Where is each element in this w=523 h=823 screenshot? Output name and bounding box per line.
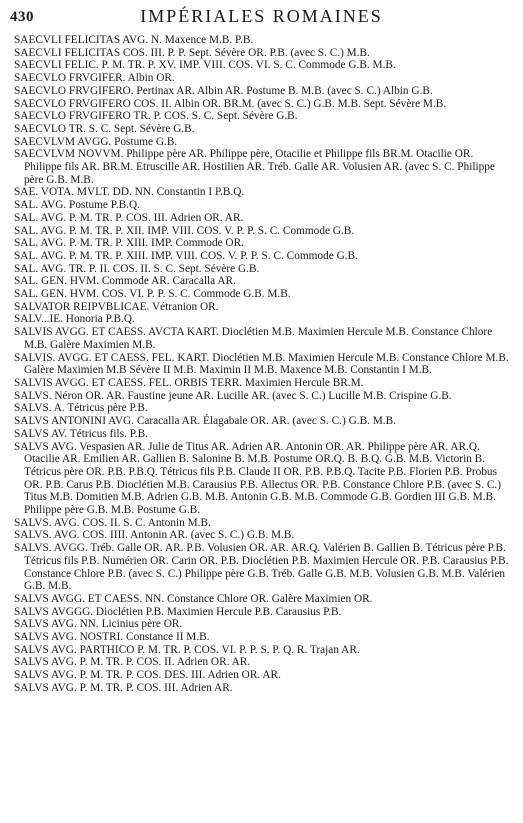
running-head: IMPÉRIALES ROMAINES bbox=[140, 6, 383, 26]
legend-entry: SALVATOR REIPVBLICAE. Vétranion OR. bbox=[14, 300, 219, 313]
legend-entry: SALVS. AVG. COS. II. S. C. Antonin M.B. bbox=[14, 516, 211, 529]
legend-entry: SAL. AVG. P. M. TR. P. XIII. IMP. VIII. COS. V. P. P. S. C. Commode G.B. bbox=[14, 249, 358, 262]
legend-entry: SALVIS AVGG. ET CAESS. AVCTA KART. Dioclétien M.B. Maximien Hercule M.B. Constance Chlore M.B. Galère Maximien M.B. bbox=[14, 326, 493, 351]
legend-entry: SAECVLO FRVGIFERO TR. P. COS. S. C. Sept. Sévère G.B. bbox=[14, 110, 298, 123]
legend-entry: SALVS AVG. Vespasien AR. Julie de Titus AR. Adrien AR. Antonin OR. AR. Philippe père AR. AR.Q. Otacilie AR. Emilien AR. Gallien B. Salonine B. M.B. Postume OR.Q. B. B.Q. G.B. M.B. Victorin B. Tétricus père OR. P.B. P.B.Q. Tétricus fils P.B. Claude II OR. P.B. P.B.Q. Tacite P.B. Florien P.B. Probus OR. P.B. Carus P.B. Dioclétien M.B. Carausius P.B. Allectus OR. P.B. Constance Chlore P.B. (avec S. C.) Titus M.B. Domitien M.B. Adrien G.B. M.B. Antonin G.B. M.B. Commode G.B. Gordien III G.B. M.B. Philippe père G.B. M.B. Postume G.B. bbox=[14, 440, 501, 517]
page-number: 430 bbox=[10, 9, 34, 25]
legend-entry: SAECVLVM AVGG. Postume G.B. bbox=[14, 135, 178, 148]
legend-entry: SAECVLO FRVGIFERO. Pertinax AR. Albin AR. Postume B. M.B. (avec S. C.) Albin G.B. bbox=[14, 84, 433, 97]
legend-entry: SAL. AVG. P. M. TR. P. XII. IMP. VIII. COS. V. P. P. S. C. Commode G.B. bbox=[14, 224, 355, 237]
legend-entry: SAL. AVG. Postume P.B.Q. bbox=[14, 199, 140, 212]
legend-entry: SAECVLO FRVGIFER. Albin OR. bbox=[14, 72, 175, 85]
legend-entry: SALVS AVG. P. M. TR. P. COS. II. Adrien OR. AR. bbox=[14, 656, 251, 669]
legend-entry: SALV...IE. Honoria P.B.Q. bbox=[14, 313, 135, 326]
legend-entry: SAL. AVG. P. M. TR. P. XIII. IMP. Commode OR. bbox=[14, 237, 244, 250]
legend-entry: SAECVLVM NOVVM. Philippe père AR. Philippe père, Otacilie et Philippe fils BR.M. Otacilie OR. Philippe fils AR. BR.M. Etruscille AR. Hostilien AR. Tréb. Galle AR. Volusien AR. (avec S. C. Philippe père G.B. M.B. bbox=[14, 148, 495, 186]
legend-entry: SAECVLI FELICITAS COS. III. P. P. Sept. Sévère OR. P.B. (avec S. C.) M.B. bbox=[14, 46, 370, 59]
legend-entry: SAECVLO FRVGIFERO COS. II. Albin OR. BR.M. (avec S. C.) G.B. M.B. Sept. Sévère M.B. bbox=[14, 97, 447, 110]
legend-entry: SAECVLI FELICITAS AVG. N. Maxence M.B. P.B. bbox=[14, 34, 254, 46]
legend-entry: SALVS AVG. NN. Licinius père OR. bbox=[14, 618, 183, 631]
legend-entry: SAL. AVG. P. M. TR. P. COS. III. Adrien OR. AR. bbox=[14, 211, 244, 224]
legend-entry: SAECVLO TR. S. C. Sept. Sévère G.B. bbox=[14, 122, 195, 135]
legend-entry: SAL. GEN. HVM. Commode AR. Caracalla AR. bbox=[14, 275, 236, 288]
legend-entry: SALVS AVG. P. M. TR. P. COS. DES. III. Adrien OR. AR. bbox=[14, 669, 281, 682]
page-header bbox=[10, 6, 513, 32]
legend-entry: SALVIS AVGG. ET CAESS. FEL. ORBIS TERR. Maximien Hercule BR.M. bbox=[14, 376, 364, 389]
legend-entry: SALVS AVGGG. Dioclétien P.B. Maximien Hercule P.B. Carausius P.B. bbox=[14, 605, 342, 618]
legend-entry: SALVS AVG. PARTHICO P. M. TR. P. COS. VI. P. P. S. P. Q. R. Trajan AR. bbox=[14, 643, 360, 656]
legend-entry: SALVS AV. Tétricus fils. P.B. bbox=[14, 427, 148, 440]
legend-entry: SALVS. AVGG. Tréb. Galle OR. AR. P.B. Volusien OR. AR. AR.Q. Valérien B. Gallien B. Tétricus père P.B. Tétricus fils P.B. Numérien OR. Carin OR. P.B. Dioclétien P.B. Maximien Hercule OR. P.B. Carausius P.B. Constance Chlore P.B. (avec S. C.) Philippe père G.B. Tréb. Galle G.B. M.B. Volusien G.B. M.B. Valérien G.B. M.B. bbox=[14, 542, 509, 593]
legend-entry: SALVS. AVG. COS. IIII. Antonin AR. (avec S. C.) G.B. M.B. bbox=[14, 529, 295, 542]
legend-entry: SALVS AVGG. ET CAESS. NN. Constance Chlore OR. Galère Maximien OR. bbox=[14, 592, 373, 605]
legend-entry: SALVIS. AVGG. ET CAESS. FEL. KART. Dioclétien M.B. Maximien Hercule M.B. Constance Chlore M.B. Galère Maximien M.B Sévère II M.B. Maximin II M.B. Maxence M.B. Constantin I M.B. bbox=[14, 351, 509, 377]
legend-entry: SAE. VOTA. MVLT. DD. NN. Constantin I P.B.Q. bbox=[14, 186, 245, 199]
legend-entry: SAL. GEN. HVM. COS. VI. P. P. S. C. Commode G.B. M.B. bbox=[14, 288, 291, 301]
legend-entry: SALVS. A. Tétricus père P.B. bbox=[14, 402, 148, 415]
legend-entry: SALVS AVG. NOSTRI. Constance II M.B. bbox=[14, 631, 210, 644]
legend-list bbox=[14, 34, 512, 695]
legend-entry: SALVS ANTONINI AVG. Caracalla AR. Élagabale OR. AR. (avec S. C.) G.B. M.B. bbox=[14, 415, 396, 428]
legend-entry: SAL. AVG. TR. P. II. COS. II. S. C. Sept. Sévère G.B. bbox=[14, 262, 260, 275]
legend-entry: SALVS AVG. P. M. TR. P. COS. III. Adrien AR. bbox=[14, 681, 233, 694]
legend-entry: SALVS. Néron OR. AR. Faustine jeune AR. Lucille AR. (avec S. C.) Lucille M.B. Crispine G.B. bbox=[14, 389, 452, 402]
legend-entry: SAECVLI FELIC. P. M. TR. P. XV. IMP. VIII. COS. VI. S. C. Commode G.B. M.B. bbox=[14, 59, 396, 72]
